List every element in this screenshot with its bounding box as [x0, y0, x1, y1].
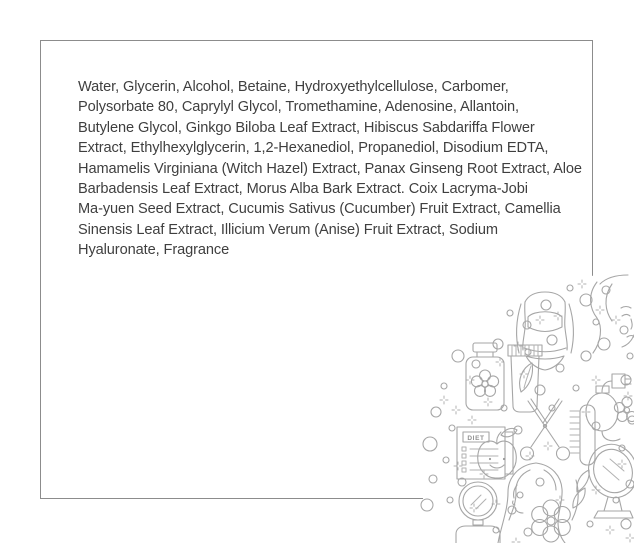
ingredients-line: Hyaluronate, Fragrance	[78, 242, 230, 259]
ingredients-line: Extract, Ethylhexylglycerin, 1,2-Hexanediol, Propanediol, Disodium EDTA,	[78, 140, 549, 157]
ingredients-line: Butylene Glycol, Ginkgo Biloba Leaf Extract, Hibiscus Sabdariffa Flower	[78, 119, 535, 136]
ingredients-line: Hamamelis Virginiana (Witch Hazel) Extract, Panax Ginseng Root Extract, Aloe	[78, 160, 582, 177]
ingredients-text	[78, 77, 583, 261]
beauty-illustration	[400, 260, 634, 543]
ingredients-line: Sinensis Leaf Extract, Illicium Verum (Anise) Fruit Extract, Sodium	[78, 221, 498, 238]
ingredients-line: Water, Glycerin, Alcohol, Betaine, Hydroxyethylcellulose, Carbomer,	[78, 79, 509, 95]
ingredients-line: Barbadensis Leaf Extract, Morus Alba Bark Extract. Coix Lacryma-Jobi	[78, 181, 528, 198]
diet-label: DIET	[467, 435, 485, 442]
ingredients-line: Ma-yuen Seed Extract, Cucumis Sativus (Cucumber) Fruit Extract, Camellia	[78, 201, 561, 218]
ingredients-line: Polysorbate 80, Caprylyl Glycol, Tromethamine, Adenosine, Allantoin,	[78, 99, 519, 116]
